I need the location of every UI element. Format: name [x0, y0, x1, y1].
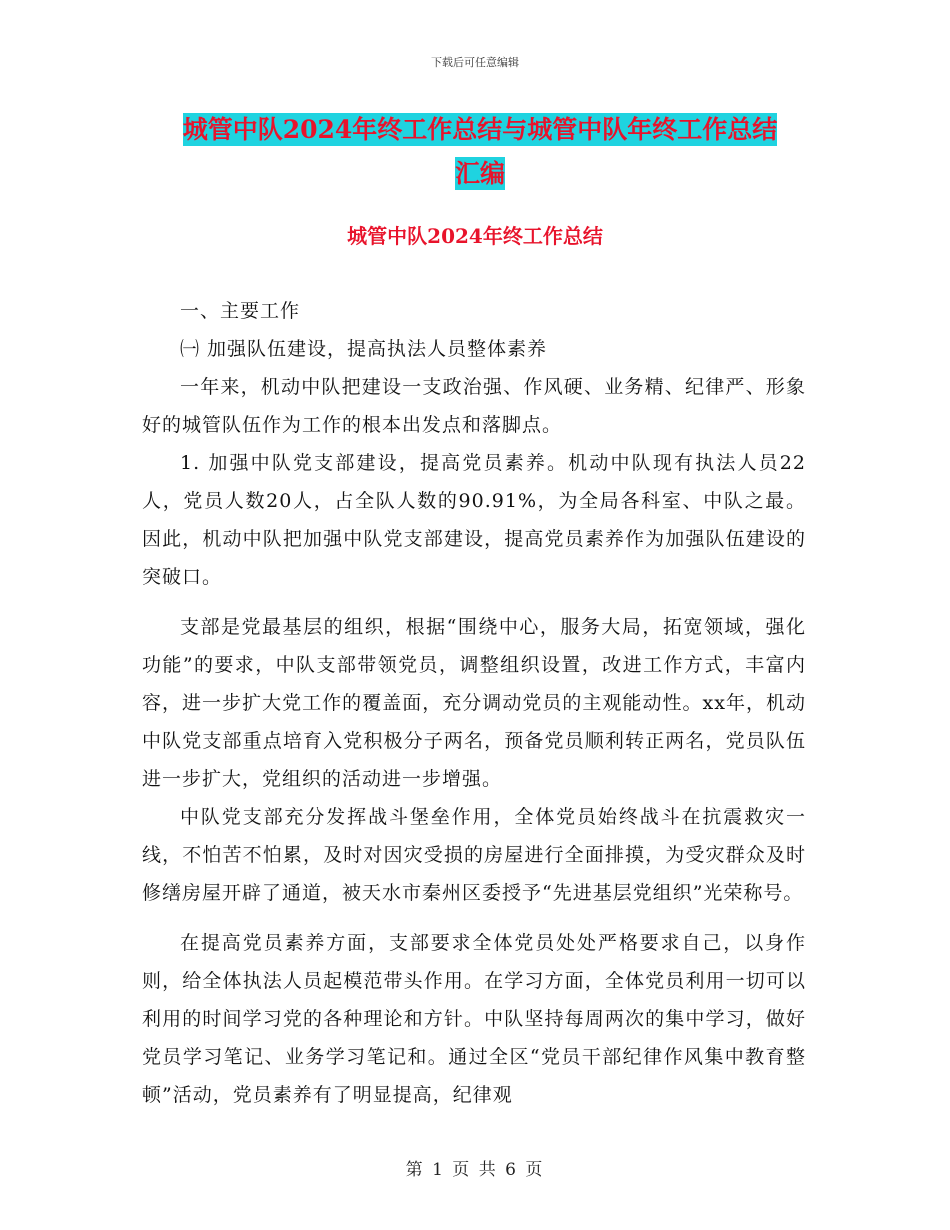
- document-title-line-2: 汇编: [454, 159, 505, 188]
- document-body: [142, 292, 806, 1114]
- page-number: 第 1 页 共 6 页: [405, 1160, 545, 1180]
- page-header-note: 下载后可任意编辑: [431, 56, 519, 69]
- paragraph-subheading-team-building: ㈠ 加强队伍建设，提高执法人员整体素养: [180, 338, 548, 360]
- section-title: 城管中队2024年终工作总结: [347, 224, 603, 248]
- paragraph-heading-main-work: 一、主要工作: [180, 300, 301, 322]
- document-title-line-1: 城管中队2024年终工作总结与城管中队年终工作总结: [182, 115, 778, 144]
- paragraph-member-quality: 在提高党员素养方面，支部要求全体党员处处严格要求自己，以身作则，给全体执法人员起模范带头作用。在学习方面，全体党员利用一切可以利用的时间学习党的各种理论和方针。中队坚持每周两次的集中学习，做好党员学习笔记、业务学习笔记和。通过全区“党员干部纪律作风集中教育整顿”活动，党员素养有了明显提高，纪律观: [142, 932, 806, 1106]
- paragraph-party-branch: 1. 加强中队党支部建设，提高党员素养。机动中队现有执法人员22人，党员人数20人，占全队人数的90.91%，为全局各科室、中队之最。因此，机动中队把加强中队党支部建设，提高党员素养作为加强队伍建设的突破口。: [142, 452, 806, 588]
- document-title: [140, 108, 820, 196]
- paragraph-intro: 一年来，机动中队把建设一支政治强、作风硬、业务精、纪律严、形象好的城管队伍作为工作的根本出发点和落脚点。: [142, 376, 806, 436]
- paragraph-earthquake-relief: 中队党支部充分发挥战斗堡垒作用，全体党员始终战斗在抗震救灾一线，不怕苦不怕累，及时对因灾受损的房屋进行全面排摸，为受灾群众及时修缮房屋开辟了通道，被天水市秦州区委授予“先进基层党组织”光荣称号。: [142, 806, 806, 904]
- paragraph-branch-organization: 支部是党最基层的组织，根据“围绕中心，服务大局，拓宽领域，强化功能”的要求，中队支部带领党员，调整组织设置，改进工作方式，丰富内容，进一步扩大党工作的覆盖面，充分调动党员的主观能动性。xx年，机动中队党支部重点培育入党积极分子两名，预备党员顺利转正两名，党员队伍进一步扩大，党组织的活动进一步增强。: [142, 616, 806, 790]
